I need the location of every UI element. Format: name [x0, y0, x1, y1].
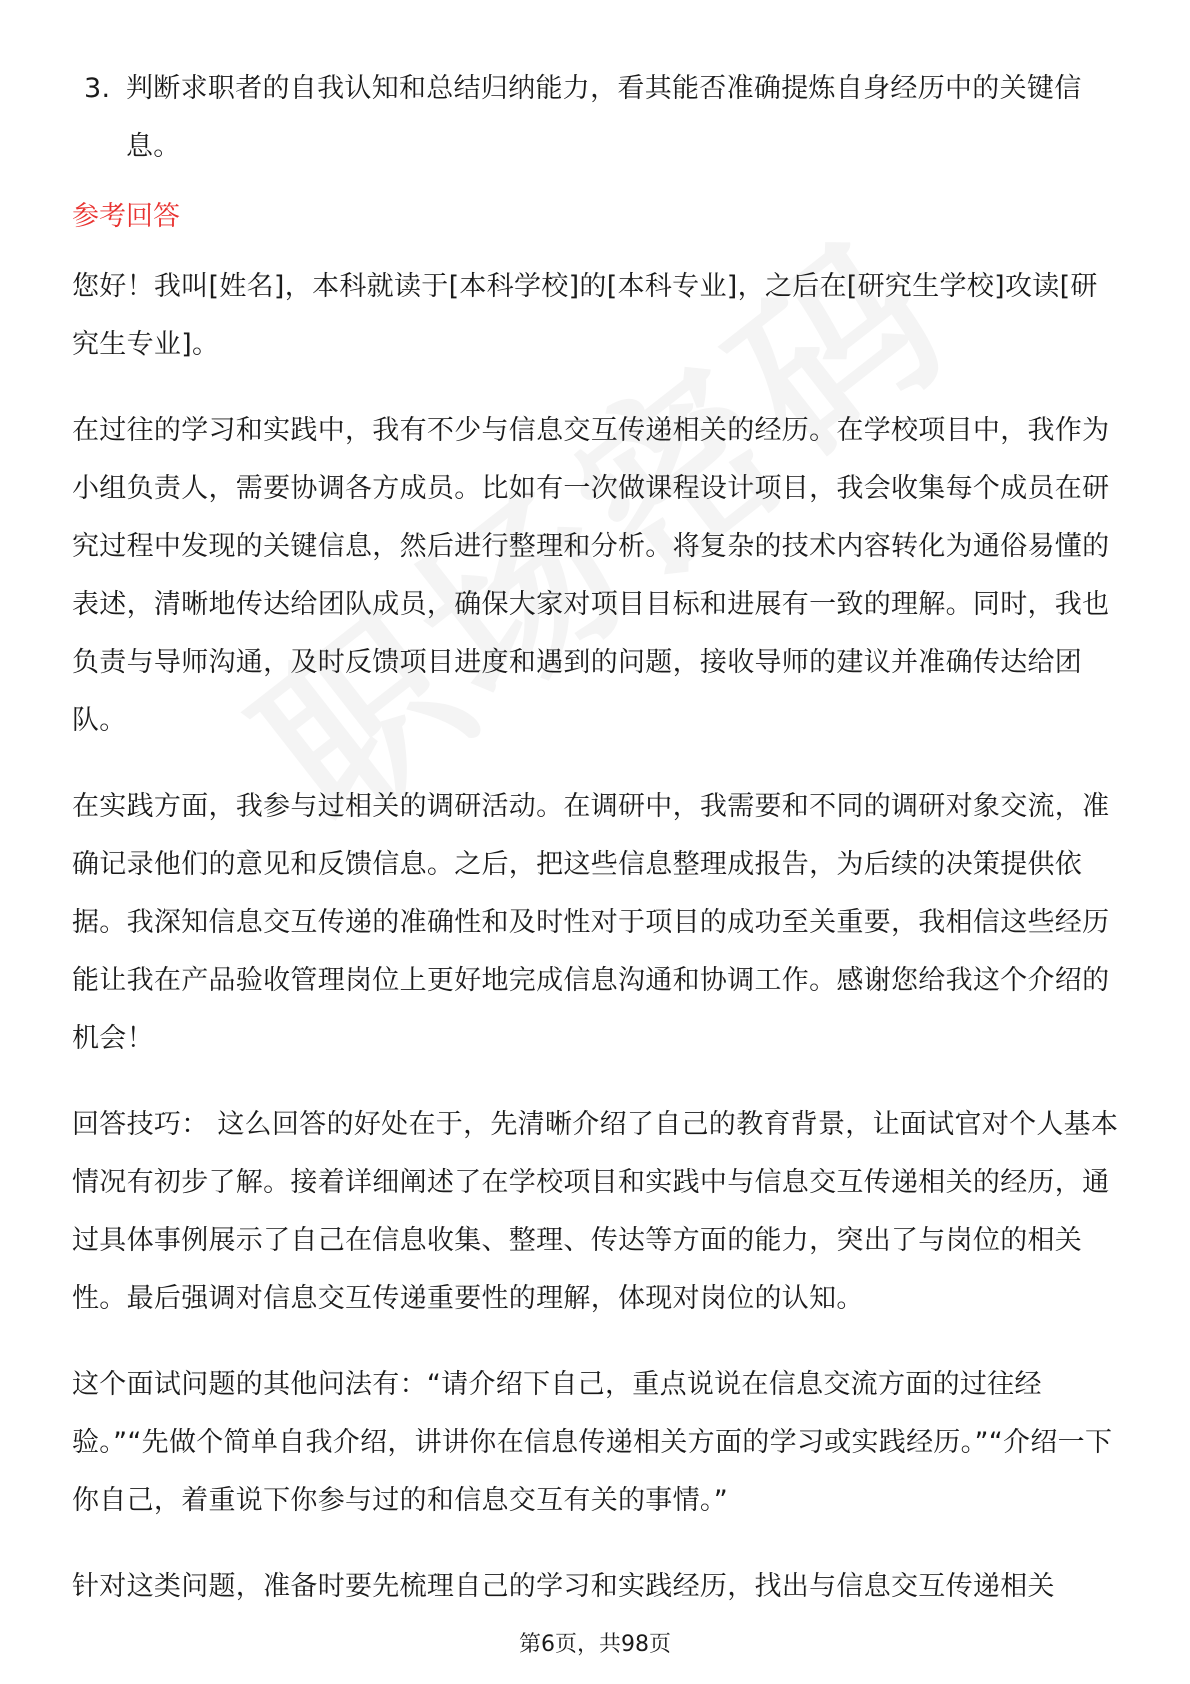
paragraph-preparation: 针对这类问题，准备时要先梳理自己的学习和实践经历，找出与信息交互传递相关 [72, 1571, 1055, 1602]
page-number-footer: 第6页，共98页 [519, 1632, 671, 1657]
section-heading: 参考回答 [72, 201, 180, 232]
paragraph-intro: 您好！我叫[姓名]，本科就读于[本科学校]的[本科专业]，之后在[研究生学校]攻读[研究生专业]。 [72, 271, 1098, 360]
list-number: 3. [84, 73, 111, 104]
list-item [72, 60, 1124, 176]
paragraph-tips: 回答技巧： 这么回答的好处在于，先清晰介绍了自己的教育背景，让面试官对个人基本情况有初步了解。接着详细阐述了在学校项目和实践中与信息交互传递相关的经历，通过具体事例展示了自己在信息收集、整理、传达等方面的能力，突出了与岗位的相关性。最后强调对信息交互传递重要性的理解，体现对岗位的认知。 [72, 1109, 1119, 1314]
paragraph-alternatives: 这个面试问题的其他问法有：“请介绍下自己，重点说说在信息交流方面的过往经验。”“先做个简单自我介绍，讲讲你在信息传递相关方面的学习或实践经历。”“介绍一下你自己，着重说下你参与过的和信息交互有关的事情。” [72, 1369, 1113, 1516]
list-text: 判断求职者的自我认知和总结归纳能力，看其能否准确提炼自身经历中的关键信息。 [126, 73, 1082, 162]
document-page [72, 60, 1124, 1616]
paragraph-practice: 在实践方面，我参与过相关的调研活动。在调研中，我需要和不同的调研对象交流，准确记录他们的意见和反馈信息。之后，把这些信息整理成报告，为后续的决策提供依据。我深知信息交互传递的准确性和及时性对于项目的成功至关重要，我相信这些经历能让我在产品验收管理岗位上更好地完成信息沟通和协调工作。感谢您给我这个介绍的机会！ [72, 791, 1110, 1054]
paragraph-experience: 在过往的学习和实践中，我有不少与信息交互传递相关的经历。在学校项目中，我作为小组负责人，需要协调各方成员。比如有一次做课程设计项目，我会收集每个成员在研究过程中发现的关键信息，然后进行整理和分析。将复杂的技术内容转化为通俗易懂的表述，清晰地传达给团队成员，确保大家对项目目标和进展有一致的理解。同时，我也负责与导师沟通，及时反馈项目进度和遇到的问题，接收导师的建议并准确传达给团队。 [72, 415, 1110, 736]
